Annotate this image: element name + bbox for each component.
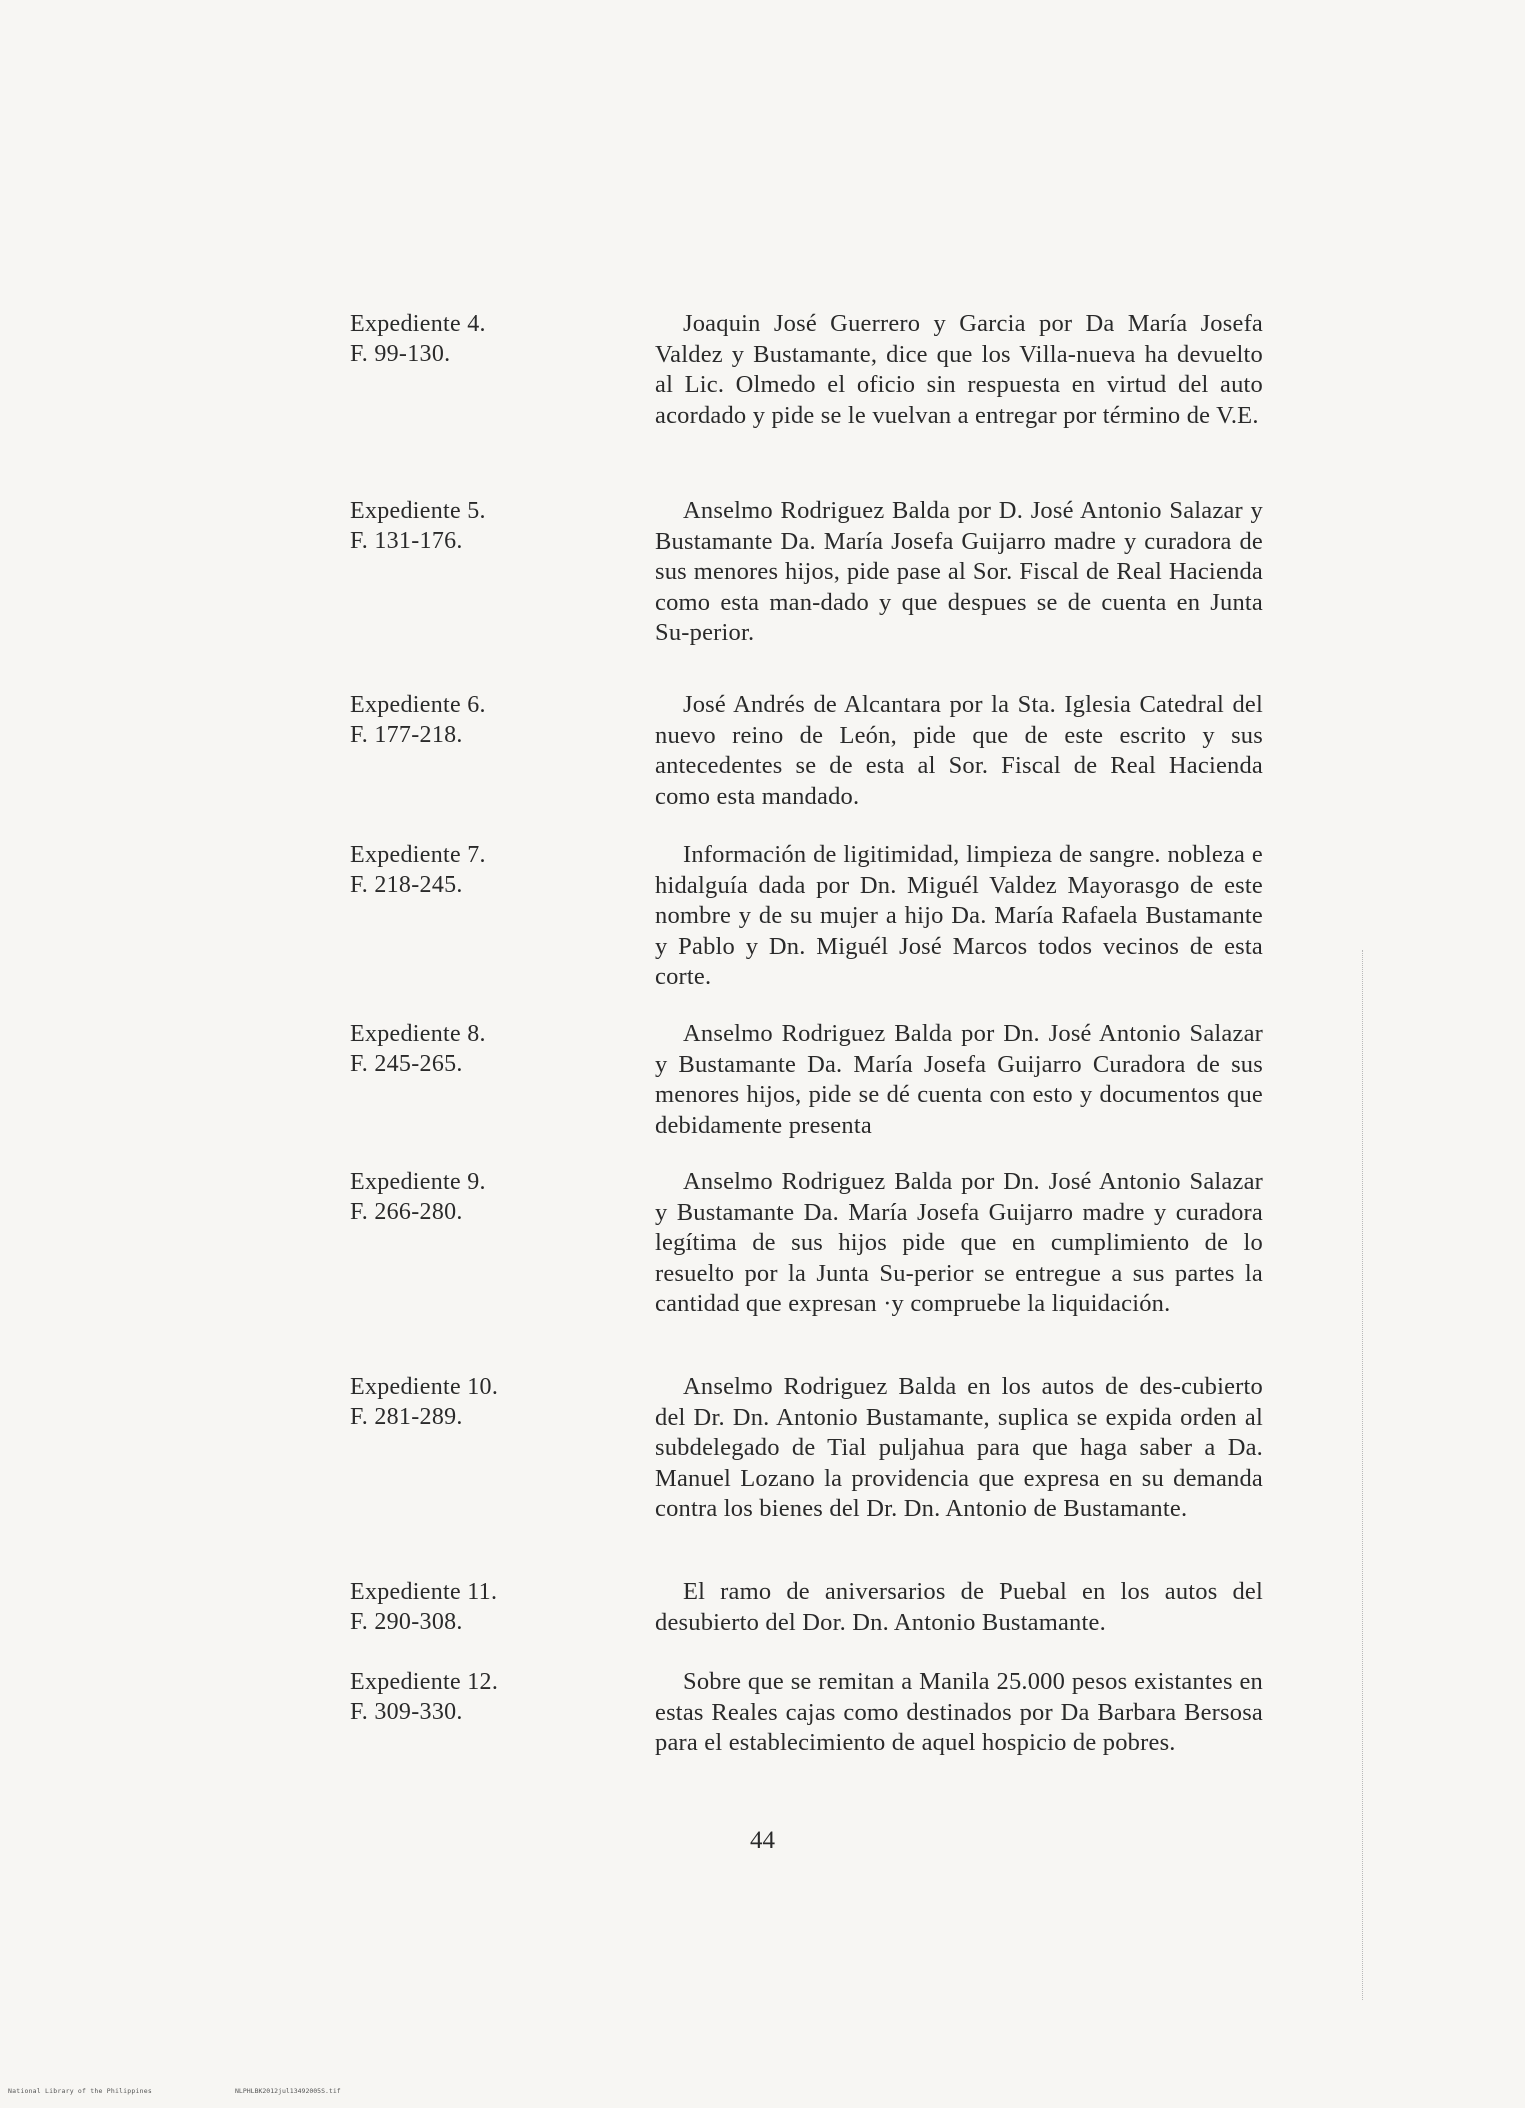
entry-description [655, 1667, 1263, 1759]
folio-label: F. 218-245. [350, 872, 463, 898]
folio-label: F. 266-280. [350, 1199, 463, 1225]
entry-text: Información de ligitimidad, limpieza de sangre. nobleza e hidalguía dada por Dn. Miguél Valdez Mayorasgo de este nombre y de su mujer a hijo Da. María Rafaela Bustamante y Pablo y Dn. Miguél José Marcos todos vecinos de esta corte. [655, 841, 1263, 990]
entry-reference [350, 1167, 550, 1227]
expediente-label: Expediente 9. [350, 1169, 486, 1195]
entry-description [655, 1167, 1263, 1320]
entry-reference [350, 496, 550, 556]
entry-description [655, 496, 1263, 649]
expediente-label: Expediente 4. [350, 311, 486, 337]
entry-reference [350, 1372, 550, 1432]
expediente-label: Expediente 8. [350, 1021, 486, 1047]
entry-description [655, 309, 1263, 431]
folio-label: F. 99-130. [350, 341, 451, 367]
folio-label: F. 309-330. [350, 1699, 463, 1725]
entry-reference [350, 1019, 550, 1079]
expediente-label: Expediente 10. [350, 1374, 499, 1400]
folio-label: F. 245-265. [350, 1051, 463, 1077]
entry-text: Anselmo Rodriguez Balda por Dn. José Antonio Salazar y Bustamante Da. María Josefa Guijarro Curadora de sus menores hijos, pide se dé cuenta con esto y documentos que debidamente presenta [655, 1020, 1263, 1139]
expediente-label: Expediente 12. [350, 1669, 499, 1695]
entry-description [655, 840, 1263, 993]
scan-footer-filename: NLPHLBK2012jul13492005S.tif [235, 2087, 341, 2095]
expediente-label: Expediente 7. [350, 842, 486, 868]
expediente-label: Expediente 11. [350, 1579, 498, 1605]
entry-reference [350, 309, 550, 369]
entry-text: Anselmo Rodriguez Balda por Dn. José Antonio Salazar y Bustamante Da. María Josefa Guijarro madre y curadora legítima de sus hijos pide que en cumplimiento de lo resuelto por la Junta Su-perior se entregue a sus partes la cantidad que expresan ·y compruebe la liquidación. [655, 1168, 1263, 1317]
entry-description [655, 1019, 1263, 1141]
entry-text: Anselmo Rodriguez Balda en los autos de des-cubierto del Dr. Dn. Antonio Bustamante, suplica se expida orden al subdelegado de Tial puljahua para que haga saber a Da. Manuel Lozano la providencia que expresa en su demanda contra los bienes del Dr. Dn. Antonio de Bustamante. [655, 1373, 1263, 1522]
expediente-label: Expediente 6. [350, 692, 486, 718]
entry-description [655, 690, 1263, 812]
scan-footer-credit: National Library of the Philippines [8, 2087, 152, 2095]
entry-text: Anselmo Rodriguez Balda por D. José Antonio Salazar y Bustamante Da. María Josefa Guijarro madre y curadora de sus menores hijos, pide pase al Sor. Fiscal de Real Hacienda como esta man-dado y que despues se de cuenta en Junta Su-perior. [655, 497, 1263, 646]
folio-label: F. 131-176. [350, 528, 463, 554]
expediente-label: Expediente 5. [350, 498, 486, 524]
folio-label: F. 177-218. [350, 722, 463, 748]
folio-label: F. 290-308. [350, 1609, 463, 1635]
entry-text: Sobre que se remitan a Manila 25.000 pesos existantes en estas Reales cajas como destinados por Da Barbara Bersosa para el establecimiento de aquel hospicio de pobres. [655, 1668, 1263, 1756]
entry-text: El ramo de aniversarios de Puebal en los autos del desubierto del Dor. Dn. Antonio Bustamante. [655, 1578, 1263, 1636]
page-number: 44 [750, 1827, 775, 1854]
entry-text: José Andrés de Alcantara por la Sta. Iglesia Catedral del nuevo reino de León, pide que de este escrito y sus antecedentes se de esta al Sor. Fiscal de Real Hacienda como esta mandado. [655, 691, 1263, 810]
entry-reference [350, 1667, 550, 1727]
entry-description [655, 1577, 1263, 1638]
entry-reference [350, 1577, 550, 1637]
scan-edge-mark [1362, 950, 1363, 2000]
entry-reference [350, 690, 550, 750]
entry-text: Joaquin José Guerrero y Garcia por Da María Josefa Valdez y Bustamante, dice que los Villa-nueva ha devuelto al Lic. Olmedo el oficio sin respuesta en virtud del auto acordado y pide se le vuelvan a entregar por término de V.E. [655, 310, 1263, 429]
folio-label: F. 281-289. [350, 1404, 463, 1430]
entry-description [655, 1372, 1263, 1525]
entry-reference [350, 840, 550, 900]
